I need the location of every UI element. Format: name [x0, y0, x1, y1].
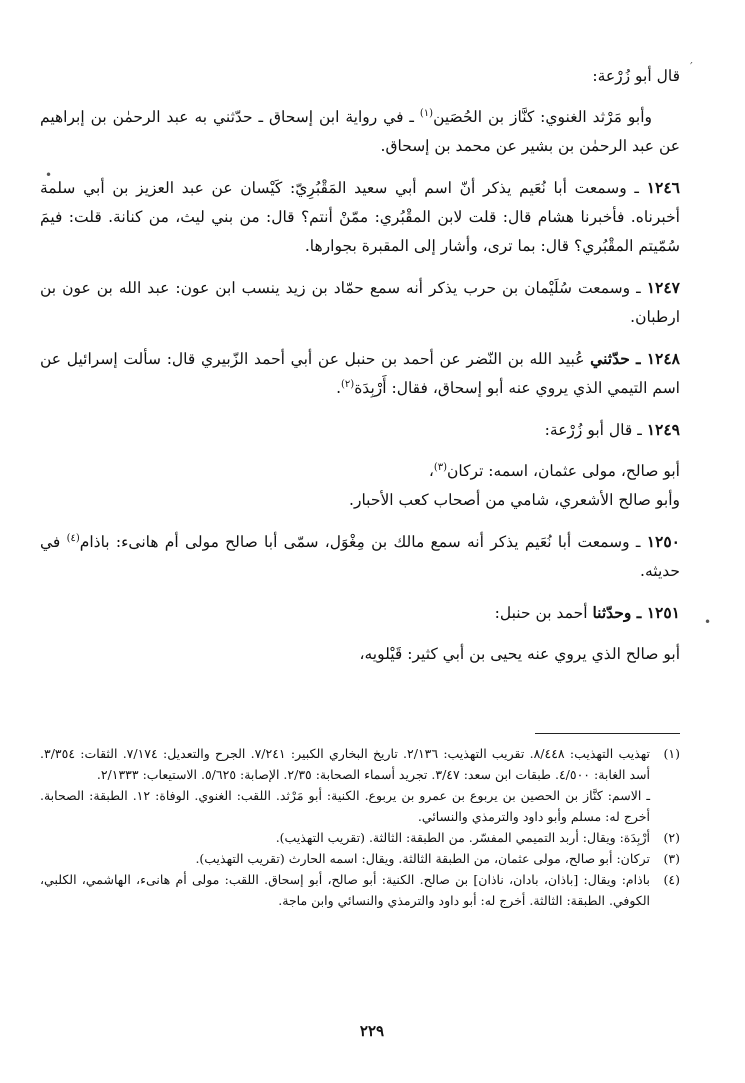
entry-1248: ١٢٤٨ ـ حدّثني عُبيد الله بن النّضر عن أحمد بن حنبل عن أبي أحمد الزّبيري قال: سألت إسرائيل عن اسم التيمي الذي يروي عنه أبو إسحاق، فقال: أَرْبِدَة$^{(٢)}$.: [40, 349, 681, 397]
footnote-ref-3[interactable]: (٣): [433, 461, 448, 473]
entry-1247: ١٢٤٧ ـ وسمعت سُلَيْمان بن حرب يذكر أنه سمع حمّاد بن زيد ينسب ابن عون: عبد الله بن عون بن ارطبان.: [40, 278, 680, 326]
footnote-4: [40, 869, 680, 911]
footnote-ref-4[interactable]: (٤): [66, 532, 80, 544]
footnote-number: (٢): [663, 830, 680, 845]
entry-number: ١٢٥٠: [646, 532, 680, 551]
paragraph-abu-marthad: وأبو مَرْثد الغنوي: كنَّاز بن الحُصَين$^{(١)}$ ـ في رواية ابن إسحاق ـ حدّثني به عبد الرحمٰن بن إبراهيم عن عبد الرحمٰن بن بشير عن محمد بن إسحاق.: [40, 107, 680, 155]
entry-1246: ١٢٤٦ ـ وسمعت أبا نُعَيم يذكر أنّ اسم أبي سعيد المَقْبُرِيّ: كَيْسان عن عبد العزيز بن أبي سلمة أخبرناه. فأخبرنا هشام قال: قلت لابن المقْبُري: ممّنْ أنتم؟ قال: من بني ليث، من كنانة. قلت: فيمَ سُمّيتم المقْبُري؟ قال: بما ترى، وأشار إلى المقبرة بجوارها.: [40, 178, 680, 255]
entry-1249-line-1: أبو صالح، مولى عثمان، اسمه: تركان$^{(٣)}$،: [428, 461, 680, 480]
footnote-3: [40, 848, 680, 869]
footnote-number: (٤): [663, 872, 680, 887]
footnote-ref-1[interactable]: (١): [419, 107, 434, 119]
footnote-text: أرْبِدَة: ويقال: أربد التميمي المفسّر. من الطبقة: الثالثة. (تقريب التهذيب).: [275, 830, 650, 845]
footnote-text: تهذيب التهذيب: ٨/٤٤٨. تقريب التهذيب: ٢/١٣٦. تاريخ البخاري الكبير: ٧/٢٤١. الجرح والتعديل: ٧/١٧٤. الثقات: ٣/٣٥٤. أسد الغابة: ٤/٥٠٠. طبقات ابن سعد: ٣/٤٧. تجريد أسماء الصحابة: ٢/٣٥. الإصابة: ٥/٦٢٥. الاستيعاب: ٢/١٣٣٣.: [40, 746, 650, 782]
footnote-text: ـ الاسم: كنَّاز بن الحصين بن يربوع بن عمرو بن يربوع. الكنية: أبو مَرْثد. اللقب: الغنوي. الوفاة: ١٢. الطبقة: الصحابة. أخرج له: مسلم وأبو داود والترمذي والنسائي.: [40, 788, 650, 824]
entry-1249-line-2: وأبو صالح الأشعري، شامي من أصحاب كعب الأحبار.: [349, 491, 680, 509]
footnotes: [40, 743, 680, 911]
footnote-ref-2[interactable]: (٢): [341, 378, 355, 390]
footnote-1: [40, 743, 680, 827]
footnote-number: (٣): [663, 851, 680, 866]
footnote-2: [40, 827, 680, 848]
footnote-text: باذام: ويقال: [باذان، بادان، ناذان] بن صالح. الكنية: أبو صالح، أبو إسحاق. اللقب: مولى أم هانىء، الهاشمي، الكلبي، الكوفي. الطبقة: الثالثة. أخرج له: أبو داود والترمذي والنسائي وابن ماجة.: [40, 872, 650, 908]
margin-dot: •: [704, 615, 712, 629]
footnote-text: تركان: أبو صالح، مولى عثمان، من الطبقة الثالثة. ويقال: اسمه الحارث (تقريب التهذيب).: [195, 851, 650, 866]
entry-number: ١٢٤٨: [646, 349, 681, 368]
entry-number: ١٢٥١: [646, 603, 680, 622]
margin-mark: ′: [690, 60, 693, 74]
entry-number: ١٢٤٩: [646, 420, 680, 439]
section-heading: قال أبو زُرْعة:: [592, 67, 680, 85]
entry-1250: ١٢٥٠ ـ وسمعت أبا نُعَيم يذكر أنه سمع مالك بن مِغْوَل، سمّى أبا صالح مولى أم هانىء: باذام$^{(٤)}$ في حديثه.: [40, 532, 680, 580]
entry-number: ١٢٤٧: [646, 278, 680, 297]
entry-1249: ١٢٤٩ ـ قال أبو زُرْعة:: [544, 420, 680, 439]
entry-1251-line-1: أبو صالح الذي يروي عنه يحيى بن أبي كثير: قَيْلويه،: [359, 645, 680, 663]
margin-dot: •: [45, 168, 53, 182]
entry-1251: ١٢٥١ ـ وحدّثنا أحمد بن حنبل:: [494, 603, 680, 622]
footnote-divider: [535, 733, 680, 734]
page-number: ٢٢٩: [359, 1022, 385, 1040]
footnote-number: (١): [663, 746, 680, 761]
entry-number: ١٢٤٦: [646, 178, 680, 197]
main-text: [40, 62, 680, 669]
